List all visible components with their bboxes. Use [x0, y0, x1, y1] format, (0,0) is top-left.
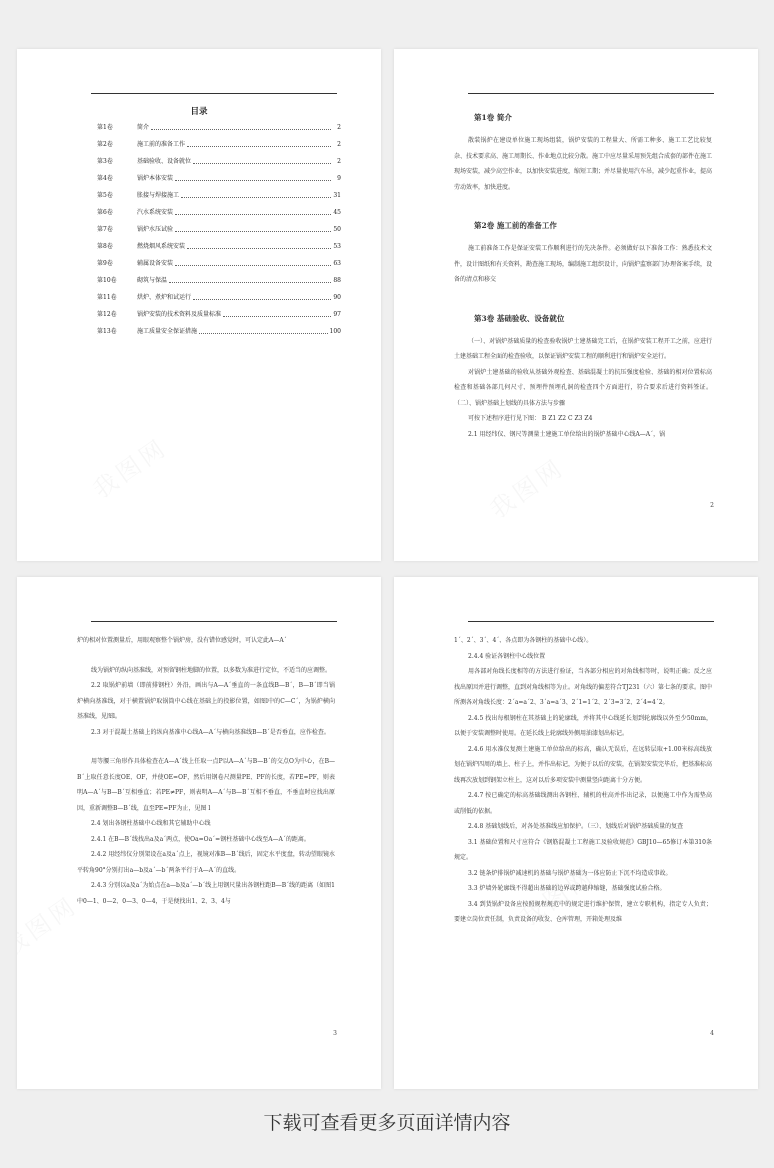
- toc-entry-name: 施工质量安全保证措施: [137, 328, 198, 335]
- header-rule: [468, 621, 714, 622]
- toc-volume: 第2卷: [97, 141, 113, 148]
- toc-leader-dots: [187, 242, 331, 249]
- toc-leader-dots: [175, 208, 331, 215]
- paragraph: 2.4 划出各钢柱基础中心线和其它辅助中心线: [91, 820, 211, 827]
- toc-row[interactable]: [97, 276, 341, 293]
- toc-entry-name: 简介: [137, 124, 150, 131]
- page-1-table-of-contents: [17, 49, 381, 561]
- paragraph: 炉的相对位置测量后，用眼观察整个锅炉房，没有错位感觉时，可认定此A—A´: [77, 637, 287, 644]
- toc-volume: 第1卷: [97, 124, 113, 131]
- toc-leader-dots: [181, 191, 331, 198]
- paragraph: 3.4 到货锅炉设备应按照规程规范中的规定进行维护保管，建立专职机构，指定专人负责；要建立岗位责任制，负责设备的收发、仓库管理，开箱处理及维: [454, 900, 712, 923]
- watermark: [17, 886, 83, 963]
- section-heading: 第1卷 简介: [474, 113, 512, 122]
- paragraph: 2.4.2 用经纬仪分别架设在a及a´点上，视镜对准B—B´线后，固定水平度盘，转动望眼镜水平转角90°分别打出a—b及a´—b´两条平行于A—A´的直线。: [77, 851, 335, 874]
- toc-row[interactable]: [97, 259, 341, 276]
- paragraph: 1´、2´、3´、4´、各点即为各钢柱的基础中心线）。: [454, 637, 593, 644]
- toc-leader-dots: [151, 123, 331, 130]
- toc-leader-dots: [175, 259, 331, 266]
- paragraph: 散装锅炉在建设单位施工现场组装，锅炉安装的工程量大、所需工种多、施工工艺比较复杂、技术要求高、施工周期长、作业地点比较分散。施工中应尽量采用预先组合成套的部件在施工现场安装，减少高空作业，以加快安装进度，缩短工期；并尽量使用汽车吊，减少起重作业，提高劳动效率，加快进度。: [454, 137, 713, 191]
- toc-title: 目录: [190, 107, 208, 117]
- toc-volume: 第4卷: [97, 175, 113, 182]
- paragraph: 2.4.5 找出每根钢柱在其基础上的轮廓线，并将其中心线延长划到轮廓线以外至少50mm，以便于安装调整时使用。在延长线上轮廓线外侧用油漆划出标记。: [454, 714, 712, 737]
- toc-page-number: 9: [337, 175, 341, 182]
- toc-row[interactable]: [97, 225, 341, 242]
- toc-page-number: 50: [333, 226, 341, 233]
- download-caption[interactable]: 下载可查看更多页面详情内容: [263, 1112, 511, 1134]
- paragraph: 线为锅炉的纵向基准线，对预留钢柱地脚的位置，以多数为准进行定位，不适当的应调整。: [91, 666, 332, 674]
- toc-page-number: 100: [329, 328, 341, 335]
- toc-entry-name: 砌筑与保温: [137, 277, 168, 284]
- paragraph: 施工前准备工作是保证安装工作顺利进行的先决条件。必须做好以下准备工作：熟悉技术文件，设计图纸和有关资料，勘查施工现场，编制施工组织设计，向锅炉监察部门办理备案手续，设备的清点和移交: [454, 245, 713, 283]
- page-2: [394, 49, 758, 561]
- page-4-body: [454, 633, 712, 928]
- paragraph: 2.4.4 验证各钢柱中心线位置: [468, 652, 546, 660]
- page-number: 2: [710, 502, 714, 509]
- paragraph: （一）、对锅炉基础质量的检查验收锅炉土建基础完工后，在锅炉安装工程开工之前，应进行土建基础工程全面的检查验收，以保证锅炉安装工程的顺利进行和锅炉安全运行。: [454, 337, 712, 360]
- toc-volume: 第8卷: [97, 243, 113, 250]
- toc-page-number: 45: [333, 209, 341, 216]
- paragraph: 对锅炉土建基础的验收从基础外观检查、基础混凝土的抗压强度检验、基础的相对位置标高检查和基础各部几何尺寸、预埋件预埋孔洞的检查四个方面进行，符合要求后进行资料签证。（二）、锅炉基础上划线的具体方法与步骤: [454, 368, 712, 407]
- toc-entry-name: 烘炉、煮炉和试运行: [137, 294, 192, 301]
- paragraph: 3.2 链条炉排锅炉减速机的基础与锅炉基础为一体应防止下沉不均造成事故。: [468, 869, 672, 877]
- toc-entry-name: 基础验收、设备就位: [137, 158, 192, 165]
- toc-row[interactable]: [97, 174, 341, 191]
- toc-entry-name: 锅炉安装的技术资料及质量标准: [137, 311, 222, 318]
- toc-volume: 第5卷: [97, 192, 113, 199]
- toc-row[interactable]: [97, 293, 341, 310]
- page-number: 4: [710, 1030, 714, 1037]
- toc-volume: 第10卷: [97, 277, 117, 284]
- toc-leader-dots: [193, 293, 331, 300]
- page-2-body: [454, 113, 712, 442]
- toc-entry-name: 锅炉水压试验: [137, 226, 174, 233]
- toc-volume: 第9卷: [97, 260, 113, 267]
- toc-row[interactable]: [97, 140, 341, 157]
- toc-row[interactable]: [97, 191, 341, 208]
- paragraph: 3.3 炉墙外轮廓线不得超出基础的边界或跨越伸缩缝，基础强度试验合格。: [468, 885, 666, 892]
- toc-page-number: 31: [333, 192, 341, 199]
- toc-row[interactable]: [97, 327, 341, 344]
- toc-page-number: 2: [337, 141, 341, 148]
- toc-page-number: 53: [333, 243, 341, 250]
- toc-row[interactable]: [97, 310, 341, 327]
- paragraph: 2.4.1 在B—B´线找出a及a´两点，使Oa=Oa´=钢柱基础中心线至A—A´的距离。: [91, 835, 310, 843]
- paragraph: 2.4.6 用水准仪复测土建施工单位给出的标高，确认无误后，在远转层取+1.00米标高线放划在锅炉四周的墙上、柱子上，并作出标记，为便于以后的安装，在锅架安装完毕后，把基准标高线再次放划到钢架立柱上，这对以后多项安装中测量竖向距离十分方便。: [454, 745, 713, 784]
- header-rule: [91, 93, 337, 94]
- toc-volume: 第11卷: [97, 294, 117, 301]
- toc-entry-name: 锅炉本体安装: [137, 175, 174, 182]
- paragraph: 2.3 对于混凝土基础上的纵向基准中心线A—A´与横向基准线B—B´是否垂直，应作检查。: [91, 728, 330, 736]
- toc-leader-dots: [169, 276, 331, 283]
- toc-leader-dots: [199, 327, 328, 334]
- toc-page-number: 97: [333, 311, 341, 318]
- paragraph: 2.2 取锅炉前墙（即前排钢柱）外沿，画出与A—A´垂直的一条直线B—B´，B—B´即当锅炉横向基准线，对于横置锅炉取锅筒中心线在基础上的投影位置，如图l中的C—C´，为锅炉横向基准线，见图l。: [77, 682, 335, 720]
- toc-volume: 第3卷: [97, 158, 113, 165]
- toc-entry-name: 辅属设备安装: [137, 260, 174, 267]
- toc-page-number: 90: [333, 294, 341, 301]
- toc-leader-dots: [175, 225, 331, 232]
- section-heading: 第3卷 基础验收、设备就位: [474, 313, 565, 323]
- toc-row[interactable]: [97, 208, 341, 225]
- paragraph: 2.1 用经纬仪、钢尺等测量土建施工单位给出的锅炉基础中心线A—A´，锅: [468, 430, 666, 438]
- page-number: 3: [333, 1030, 337, 1037]
- header-rule: [91, 621, 337, 622]
- paragraph: 2.4.3 分别以a及a´为始点在a—b及a´—b´线上用钢尺量出各钢柱距B—B´线的距离（如图1中0—1、0—2、0—3、0—4，于是便找出1、2、3、4与: [77, 882, 335, 905]
- toc-page-number: 63: [333, 260, 341, 267]
- toc-row[interactable]: [97, 242, 341, 259]
- toc-volume: 第12卷: [97, 311, 117, 318]
- paragraph: 可按下述程序进行见下图： B Z1 Z2 C Z3 Z4: [468, 415, 593, 422]
- paragraph: 用各部对角线长度相等的方法进行验证，当各部分相应的对角线相等时，说明正确；反之应找出原因并进行调整，直到对角线相等为止。对角线的偏差符合TJ231（六）第七条的要求。图中所测各对角线长度：2´a=a´2、3´a=a´3、2´1=1´2、2´3=3´2、2´4=4´2。: [454, 668, 712, 706]
- paragraph: 2.4.8 基础划线后，对各处基准线应加保护。（三）、划线后对锅炉基础质量的复查: [468, 823, 684, 830]
- toc-page-number: 2: [337, 158, 341, 165]
- header-rule: [468, 93, 714, 94]
- toc-row[interactable]: [97, 157, 341, 174]
- toc-leader-dots: [193, 157, 331, 164]
- toc-entry-name: 汽水系统安装: [137, 209, 174, 216]
- toc-entry-name: 施工前的准备工作: [137, 141, 186, 148]
- page-3: [17, 577, 381, 1089]
- paragraph: 2.4.7 按已确定的标高基础线测出各钢柱、辅机的柱高并作出记录，以便施工中作为需垫高或削低的依据。: [454, 792, 712, 815]
- toc-leader-dots: [175, 174, 331, 181]
- page-4: [394, 577, 758, 1089]
- toc-volume: 第7卷: [97, 226, 113, 233]
- paragraph: 3.1 基础位置和尺寸应符合《钢筋混凝土工程施工及验收规范》GBJ10—65修订本第310条规定。: [454, 838, 712, 861]
- toc-entry-name: 燃烧烟风系统安装: [137, 243, 186, 250]
- toc-row[interactable]: [97, 123, 341, 140]
- toc-leader-dots: [223, 310, 331, 317]
- paragraph: 用等腰三角形作具体检查在A—A´线上任取一点P以A—A´与B—B´的交点O为中心，在B—B´上取任意长度OE、OF，并使OE=OF，然后用钢卷尺测量PE、PF的长度，若PE=PF，则表明A—A´与B—B´互相垂直；若PE≠PF，则表明A—A´与B—B´互相不垂直，不垂直时应找出原因，重新调整B—B´线，直至PE=PF为止，见图 l: [77, 758, 335, 812]
- toc-list: [97, 123, 341, 344]
- section-heading: 第2卷 施工前的准备工作: [474, 221, 557, 230]
- toc-entry-name: 胀接与焊接施工: [137, 192, 180, 199]
- toc-page-number: 2: [337, 124, 341, 131]
- watermark: [85, 428, 174, 505]
- page-3-body: [77, 633, 335, 909]
- toc-volume: 第6卷: [97, 209, 113, 216]
- toc-page-number: 88: [333, 277, 341, 284]
- toc-volume: 第13卷: [97, 328, 117, 335]
- toc-leader-dots: [187, 140, 331, 147]
- watermark: [482, 448, 571, 525]
